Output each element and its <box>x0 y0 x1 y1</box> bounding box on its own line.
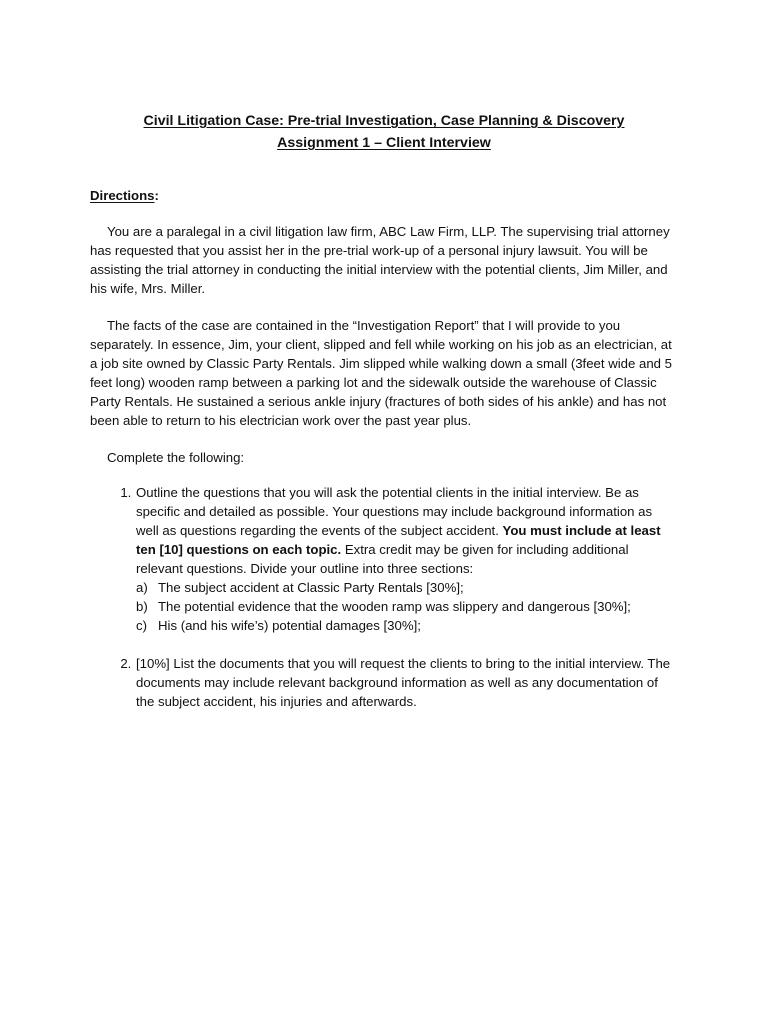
section-item-a <box>136 578 678 597</box>
task1-sections <box>136 578 678 635</box>
paragraph-facts: The facts of the case are contained in the “Investigation Report” that I will provide to you separately. In essence, Jim, your client, slipped and fell while working on his job as an electrician, at a job site owned by Classic Party Rentals. Jim slipped while walking down a small (3feet wide and 5 feet long) wooden ramp between a parking lot and the sidewalk outside the warehouse of Classic Party Rentals. He sustained a serious ankle injury (fractures of both sides of his ankle) and has not been able to return to his electrician work over the past year plus. <box>90 318 672 428</box>
directions-colon: : <box>154 188 159 203</box>
directions-heading <box>90 186 678 205</box>
task1-text: Outline the questions that you will ask the potential clients in the initial interview. Be as specific and detailed as possible. Your questions may include background information as well as questions regarding the events of the subject accident. <box>136 485 653 538</box>
section-text-a: The subject accident at Classic Party Rentals [30%]; <box>158 580 464 595</box>
section-marker-a: a) <box>136 580 148 595</box>
paragraph-intro: You are a paralegal in a civil litigation law firm, ABC Law Firm, LLP. The supervising trial attorney has requested that you assist her in the pre-trial work-up of a personal injury lawsuit. You will be assisting the trial attorney in conducting the initial interview with the potential clients, Jim Miller, and his wife, Mrs. Miller. <box>90 224 670 296</box>
task-item-1 <box>135 483 678 635</box>
complete-following: Complete the following: <box>107 450 245 465</box>
directions-label: Directions <box>90 188 155 203</box>
task-list <box>90 483 678 711</box>
task2-text: [10%] List the documents that you will request the clients to bring to the initial interview. The documents may include relevant background information as well as any documentation of the subject accident, his injuries and afterwards. <box>136 656 671 709</box>
document-title <box>90 110 678 154</box>
section-item-b <box>136 597 678 616</box>
task1-bold-requirement: You must include at least ten [10] questions on each topic. <box>136 523 661 557</box>
task1-text-after: Extra credit may be given for including additional relevant questions. Divide your outline into three sections: <box>136 542 629 576</box>
section-text-c: His (and his wife’s) potential damages [30%]; <box>158 618 421 633</box>
section-marker-c: c) <box>136 618 147 633</box>
title-line-1: Civil Litigation Case: Pre-trial Investigation, Case Planning & Discovery <box>143 113 625 129</box>
title-line-2: Assignment 1 – Client Interview <box>277 135 491 151</box>
section-text-b: The potential evidence that the wooden ramp was slippery and dangerous [30%]; <box>158 599 631 614</box>
section-item-c <box>136 616 678 635</box>
section-marker-b: b) <box>136 599 148 614</box>
task-item-2 <box>135 654 678 711</box>
